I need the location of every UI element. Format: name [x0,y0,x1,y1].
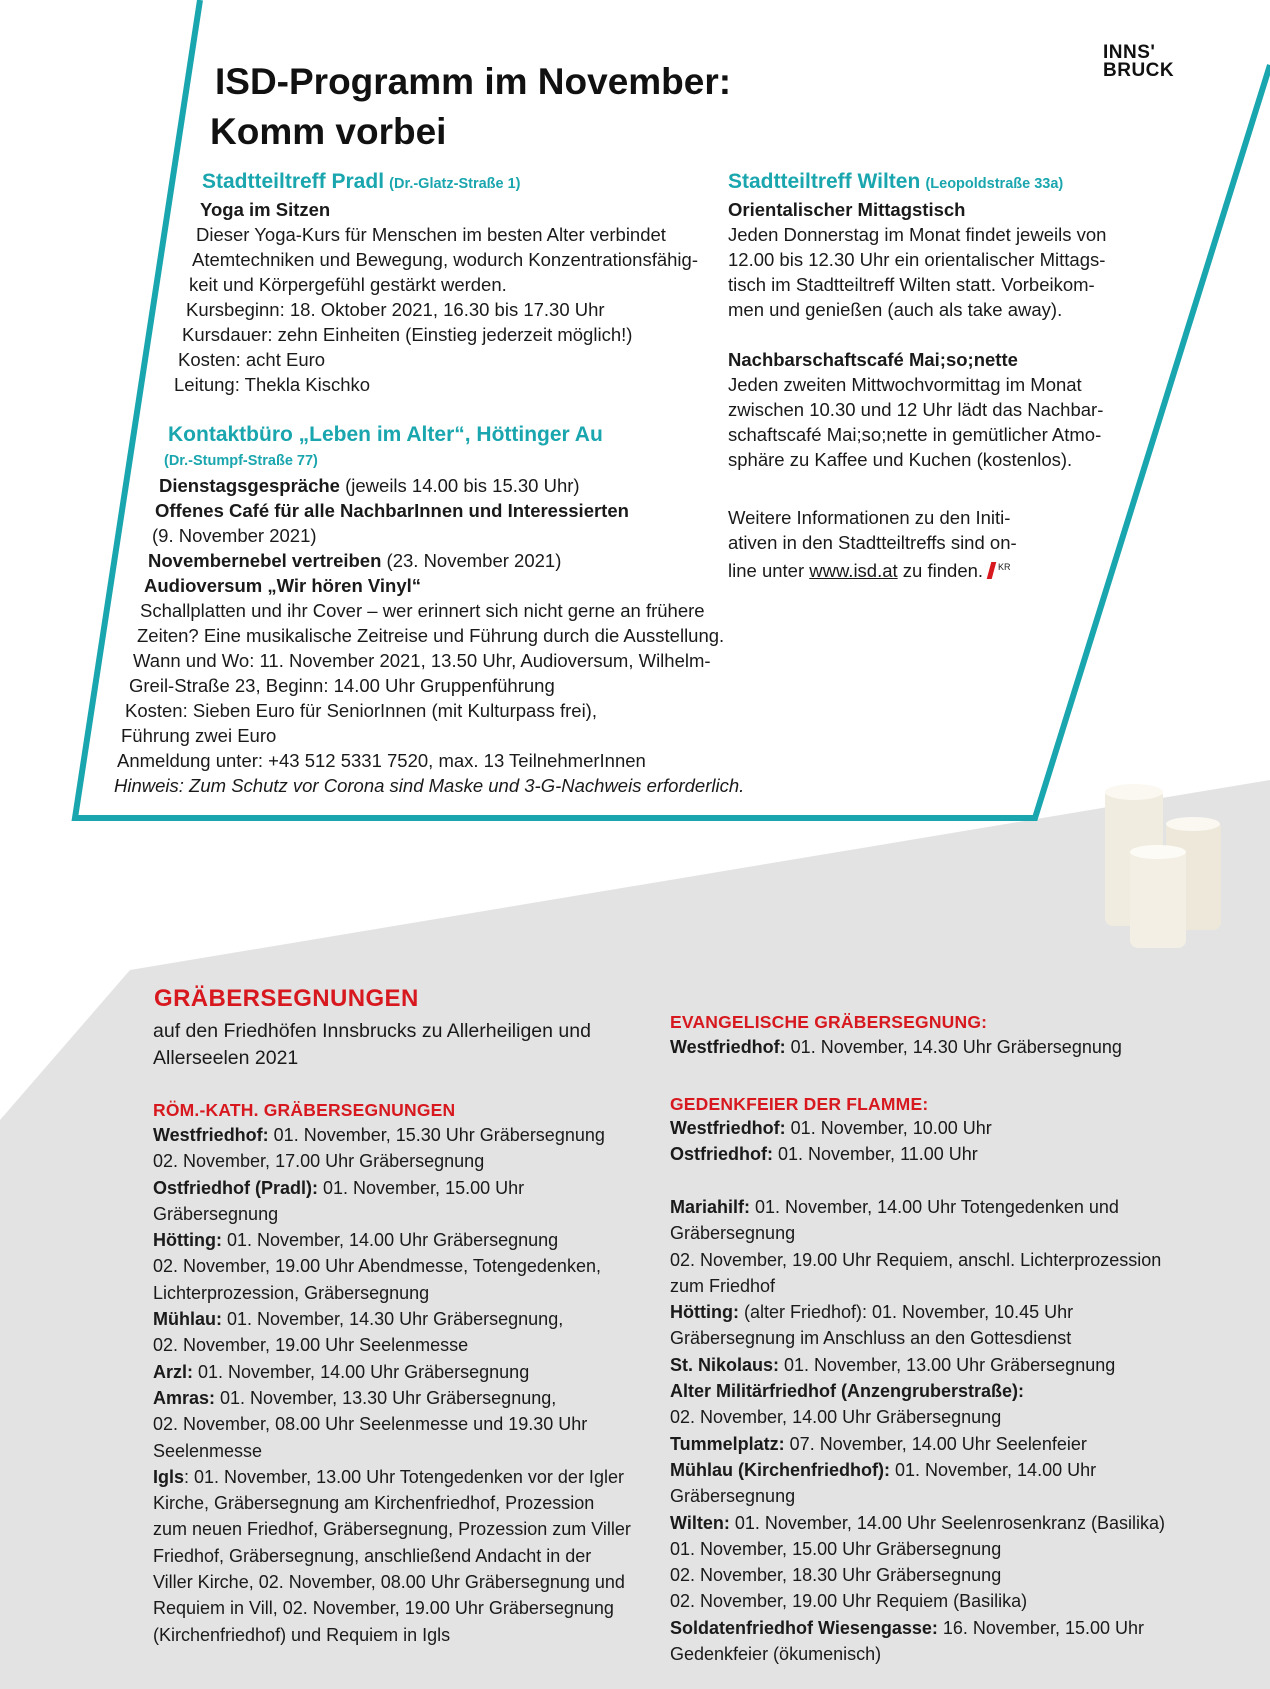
wilten-event-2-title: Nachbarschaftscafé Mai;so;nette [728,349,1018,370]
entry-detail: 02. November, 18.30 Uhr Gräbersegnung [670,1565,1002,1586]
entry-detail: 01. November, 15.30 Uhr Gräbersegnung [268,1125,605,1145]
entry-line [670,1247,1165,1273]
info-line: ativen in den Stadtteiltreffs sind on- [728,532,1017,553]
entry-detail: 02. November, 19.00 Uhr Requiem (Basilika) [670,1591,1028,1612]
evang-entries [670,1034,1122,1060]
pradl-heading-text: Stadtteiltreff Pradl [202,170,385,193]
entry-location: Arzl: [153,1361,193,1382]
entry-location: Soldatenfriedhof Wiesengasse: [670,1617,938,1638]
hoettinger-line: Anmeldung unter: +43 512 5331 7520, max. 13 TeilnehmerInnen [117,750,646,771]
entry-line [670,1457,1165,1483]
entry-detail: Gräbersegnung [670,1223,796,1244]
info-line: Weitere Informationen zu den Initi- [728,507,1011,528]
entry-location: Hötting: [153,1230,222,1251]
entry-line [670,1352,1165,1378]
entry-line [153,1490,631,1516]
entry-location: Westfriedhof: [670,1037,786,1057]
entry-location: Ostfriedhof: [670,1144,773,1165]
entry-line [670,1194,1165,1220]
entry-detail: Seelenmesse [153,1440,263,1461]
entry-detail: 01. November, 11.00 Uhr [773,1144,978,1165]
wilten-line: sphäre zu Kaffee und Kuchen (kostenlos). [728,449,1073,470]
entry-detail: Viller Kirche, 02. November, 08.00 Uhr Gräbersegnung und [153,1572,625,1593]
info-suffix: zu finden. [897,560,984,582]
entry-line [153,1148,631,1174]
wilten-line: Jeden zweiten Mittwochvormittag im Monat [728,374,1082,395]
entry-line [153,1622,631,1648]
entry-detail: 02. November, 14.00 Uhr Gräbersegnung [670,1407,1002,1428]
wilten-address: (Leopoldstraße 33a) [925,176,1064,192]
hoettinger-line: Zeiten? Eine musikalische Zeitreise und Führung durch die Ausstellung. [137,625,725,646]
entry-location: Westfriedhof: [153,1125,269,1145]
roem-entries [153,1122,631,1648]
entry-detail: 02. November, 19.00 Uhr Abendmesse, Totengedenken, [153,1256,601,1277]
hoettinger-line: Kosten: Sieben Euro für SeniorInnen (mit Kulturpass frei), [125,700,597,721]
logo-line-2: BRUCK [1103,60,1175,81]
roem-heading: RÖM.-KATH. GRÄBERSEGNUNGEN [153,1100,456,1120]
hoettinger-line: Wann und Wo: 11. November 2021, 13.50 Uhr, Audioversum, Wilhelm- [133,650,711,671]
entry-detail: zum Friedhof [670,1275,776,1296]
more-entries [670,1194,1165,1667]
entry-detail: 16. November, 15.00 Uhr [937,1617,1145,1638]
entry-line [153,1175,631,1201]
entry-line [670,1299,1165,1325]
entry-detail: Kirche, Gräbersegnung am Kirchenfriedhof, Prozession [153,1493,595,1514]
entry-location: Westfriedhof: [670,1118,786,1138]
entry-line [153,1227,631,1253]
hoettinger-heading: Kontaktbüro „Leben im Alter“, Höttinger Au [168,423,603,446]
entry-detail: 01. November, 14.00 Uhr Totengedenken und [750,1197,1119,1217]
entry-location: Mühlau: [153,1309,222,1330]
entry-location: Wilten: [670,1512,730,1533]
hoettinger-item-2-detail: (9. November 2021) [152,525,317,546]
entry-line [670,1641,1165,1667]
entry-location: St. Nikolaus: [670,1354,780,1375]
entry-line [153,1595,631,1621]
page-title-line-2: Komm vorbei [210,111,447,152]
entry-location: Hötting: [670,1302,739,1323]
entry-detail: zum neuen Friedhof, Gräbersegnung, Prozession zum Viller [153,1519,631,1540]
flamme-entries [670,1115,992,1168]
end-mark-icon [987,562,997,579]
entry-detail: (alter Friedhof): 01. November, 10.45 Uhr [738,1302,1074,1323]
entry-line [153,1438,631,1464]
wilten-event-1-title: Orientalischer Mittagstisch [728,199,966,220]
entry-detail: 01. November, 10.00 Uhr [785,1118,992,1138]
entry-detail: 01. November, 15.00 Uhr [318,1177,525,1198]
entry-detail: 01. November, 14.00 Uhr [889,1459,1097,1480]
entry-detail: 07. November, 14.00 Uhr Seelenfeier [784,1433,1087,1454]
graeber-subtitle: auf den Friedhöfen Innsbrucks zu Allerheiligen und [153,1020,591,1042]
entry-line [153,1332,631,1358]
entry-line [153,1464,631,1490]
item-detail: (jeweils 14.00 bis 15.30 Uhr) [339,475,580,496]
entry-detail: 01. November, 14.00 Uhr Gräbersegnung [193,1361,530,1382]
entry-line [670,1115,992,1141]
entry-line [153,1411,631,1437]
entry-detail: Requiem in Vill, 02. November, 19.00 Uhr Gräbersegnung [153,1598,614,1619]
wilten-line: schaftscafé Mai;so;nette in gemütlicher Atmo- [728,424,1102,445]
entry-line [670,1273,1165,1299]
entry-line [153,1201,631,1227]
wilten-line: tisch im Stadtteiltreff Wilten statt. Vorbeikom- [728,274,1095,295]
entry-line [153,1569,631,1595]
entry-detail: Lichterprozession, Gräbersegnung [153,1282,430,1303]
entry-line [670,1588,1165,1614]
pradl-line: Kursdauer: zehn Einheiten (Einstieg jederzeit möglich!) [182,324,633,345]
wilten-line: Jeden Donnerstag im Monat findet jeweils von [728,224,1107,245]
entry-detail: Friedhof, Gräbersegnung, anschließend Andacht in der [153,1545,592,1566]
hoettinger-item-3 [148,548,561,573]
entry-detail: 01. November, 14.30 Uhr Gräbersegnung [785,1037,1122,1057]
entry-location: Amras: [153,1387,216,1408]
wilten-line: men und genießen (auch als take away). [728,299,1063,320]
pradl-heading [202,169,521,197]
entry-location: Igls [153,1466,185,1487]
entry-location: Mariahilf: [670,1197,751,1217]
hoettinger-address: (Dr.-Stumpf-Straße 77) [164,453,318,469]
entry-detail: 01. November, 13.30 Uhr Gräbersegnung, [215,1387,557,1408]
hoettinger-line: Schallplatten und ihr Cover – wer erinnert sich nicht gerne an frühere [140,600,705,621]
entry-line [153,1359,631,1385]
entry-detail: 01. November, 14.00 Uhr Seelenrosenkranz (Basilika) [729,1512,1166,1533]
hoettinger-item-4: Audioversum „Wir hören Vinyl“ [144,575,422,596]
entry-detail: 02. November, 19.00 Uhr Seelenmesse [153,1335,469,1356]
hoettinger-line: Führung zwei Euro [121,725,277,746]
pradl-line: Dieser Yoga-Kurs für Menschen im besten Alter verbindet [196,224,666,245]
entry-detail: 01. November, 13.00 Uhr Gräbersegnung [779,1354,1116,1375]
entry-detail: Gedenkfeier (ökumenisch) [670,1644,882,1665]
entry-detail: Gräbersegnung [153,1203,279,1224]
hoettinger-item-2: Offenes Café für alle NachbarInnen und Interessierten [155,500,629,521]
entry-line [670,1325,1165,1351]
entry-line [670,1536,1165,1562]
page-title: ISD-Programm im November: [215,61,732,102]
pradl-event-title: Yoga im Sitzen [200,199,331,220]
logo-line-1: INNS' [1103,42,1156,63]
entry-detail: 02. November, 19.00 Uhr Requiem, anschl. Lichterprozession [670,1249,1162,1270]
item-title: Dienstagsgespräche [159,475,340,496]
entry-location: Mühlau (Kirchenfriedhof): [670,1459,890,1480]
wilten-heading [728,169,1063,197]
entry-line [153,1385,631,1411]
entry-detail: : 01. November, 13.00 Uhr Totengedenken vor der Igler [184,1466,624,1487]
item-title: Novembernebel vertreiben [148,550,382,571]
pradl-address: (Dr.-Glatz-Straße 1) [389,176,521,192]
entry-line [670,1510,1165,1536]
hoettinger-item-1 [159,473,580,498]
graeber-subtitle: Allerseelen 2021 [153,1047,299,1069]
item-detail: (23. November 2021) [381,550,562,571]
hoettinger-line: Greil-Straße 23, Beginn: 14.00 Uhr Gruppenführung [129,675,555,696]
entry-detail: (Kirchenfriedhof) und Requiem in Igls [153,1624,451,1645]
entry-line [153,1280,631,1306]
entry-line [670,1615,1165,1641]
pradl-line: keit und Körpergefühl gestärkt werden. [189,274,507,295]
entry-detail: 01. November, 14.00 Uhr Gräbersegnung [221,1230,559,1251]
wilten-heading-text: Stadtteiltreff Wilten [728,170,921,193]
pradl-line: Kursbeginn: 18. Oktober 2021, 16.30 bis 17.30 Uhr [186,299,605,320]
entry-detail: Gräbersegnung [670,1486,796,1507]
entry-detail: Gräbersegnung im Anschluss an den Gottesdienst [670,1328,1072,1349]
wilten-line: 12.00 bis 12.30 Uhr ein orientalischer Mittags- [728,249,1106,270]
entry-line [670,1034,1122,1060]
entry-location: Alter Militärfriedhof (Anzengruberstraße): [670,1381,1025,1402]
entry-line [670,1220,1165,1246]
pradl-line: Leitung: Thekla Kischko [174,374,371,395]
flamme-heading: GEDENKFEIER DER FLAMME: [670,1094,929,1114]
pradl-line: Atemtechniken und Bewegung, wodurch Konzentrationsfähig- [192,249,698,270]
entry-line [153,1306,631,1332]
entry-line [670,1431,1165,1457]
entry-detail: 01. November, 15.00 Uhr Gräbersegnung [670,1538,1002,1559]
entry-line [153,1516,631,1542]
isd-link[interactable]: www.isd.at [809,560,898,582]
entry-detail: 02. November, 08.00 Uhr Seelenmesse und 19.30 Uhr [153,1414,588,1435]
corona-note: Hinweis: Zum Schutz vor Corona sind Maske und 3-G-Nachweis erforderlich. [114,775,745,796]
entry-location: Tummelplatz: [670,1433,785,1454]
entry-line [153,1122,631,1148]
wilten-line: zwischen 10.30 und 12 Uhr lädt das Nachbar- [728,399,1104,420]
entry-line [670,1562,1165,1588]
innsbruck-logo [1103,44,1174,80]
info-prefix: line unter [728,560,810,582]
info-line-link [728,555,1011,583]
entry-location: Ostfriedhof (Pradl): [153,1177,318,1198]
author-initials: KR [998,562,1011,572]
entry-line [153,1253,631,1279]
entry-line [670,1483,1165,1509]
entry-detail: 02. November, 17.00 Uhr Gräbersegnung [153,1151,485,1172]
entry-line [670,1141,992,1167]
graeber-title: GRÄBERSEGNUNGEN [154,985,419,1012]
entry-line [670,1378,1165,1404]
evang-heading: EVANGELISCHE GRÄBERSEGNUNG: [670,1012,988,1032]
entry-line [670,1404,1165,1430]
pradl-line: Kosten: acht Euro [178,349,326,370]
entry-line [153,1543,631,1569]
entry-detail: 01. November, 14.30 Uhr Gräbersegnung, [222,1309,564,1330]
